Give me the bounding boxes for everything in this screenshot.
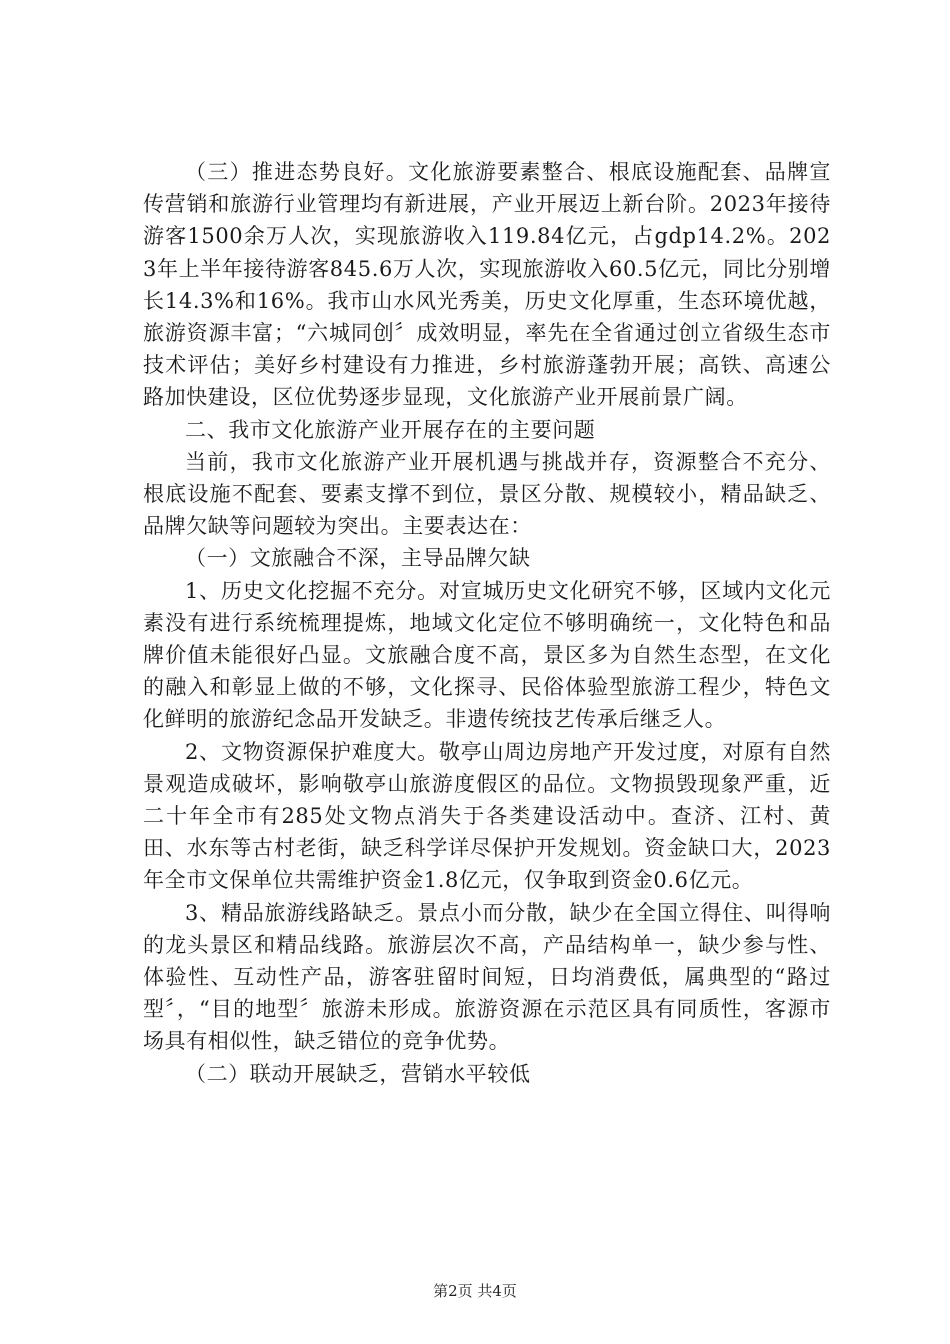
paragraph-problems-intro: 当前，我市文化旅游产业开展机遇与挑战并存，资源整合不充分、根底设施不配套、要素支撑不到位，景区分散、规模较小，精品缺乏、品牌欠缺等问题较为突出。主要表达在： bbox=[143, 449, 831, 539]
paragraph-history-culture: 1、历史文化挖掘不充分。对宣城历史文化研究不够，区域内文化元素没有进行系统梳理提炼，地域文化定位不够明确统一，文化特色和品牌价值未能很好凸显。文旅融合度不高，景区多为自然生态型，在文化的融入和彰显上做的不够，文化探寻、民俗体验型旅游工程少，特色文化鲜明的旅游纪念品开发缺乏。非遗传统技艺传承后继乏人。 bbox=[143, 578, 831, 732]
paragraph-tour-routes: 3、精品旅游线路缺乏。景点小而分散，缺少在全国立得住、叫得响的龙头景区和精品线路。旅游层次不高，产品结构单一，缺少参与性、体验性、互动性产品，游客驻留时间短，日均消费低，属典型的“路过型〞，“目的地型〞旅游未形成。旅游资源在示范区具有同质性，客源市场具有相似性，缺乏错位的竞争优势。 bbox=[143, 900, 831, 1054]
paragraph-heritage-protection: 2、文物资源保护难度大。敬亭山周边房地产开发过度，对原有自然景观造成破坏，影响敬亭山旅游度假区的品位。文物损毁现象严重，近二十年全市有285处文物点消失于各类建设活动中。查济、江村、黄田、水东等古村老街，缺乏科学详尽保护开发规划。资金缺口大，2023年全市文保单位共需维护资金1.8亿元，仅争取到资金0.6亿元。 bbox=[143, 739, 831, 893]
subheading-linkage-marketing: （二）联动开展缺乏，营销水平较低 bbox=[185, 1061, 531, 1086]
paragraph-progress-trend: （三）推进态势良好。文化旅游要素整合、根底设施配套、品牌宣传营销和旅游行业管理均有新进展，产业开展迈上新台阶。2023年接待游客1500余万人次，实现旅游收入119.84亿元，占gdp14.2%。2023年上半年接待游客845.6万人次，实现旅游收入60.5亿元，同比分别增长14.3%和16%。我市山水风光秀美，历史文化厚重，生态环境优越，旅游资源丰富；“六城同创〞成效明显，率先在全省通过创立省级生态市技术评估；美好乡村建设有力推进，乡村旅游蓬勃开展；高铁、高速公路加快建设，区位优势逐步显现，文化旅游产业开展前景广阔。 bbox=[143, 160, 831, 410]
document-body bbox=[143, 156, 831, 1090]
page-number-footer: 第2页 共4页 bbox=[433, 1282, 517, 1300]
subheading-culture-tourism-integration: （一）文旅融合不深，主导品牌欠缺 bbox=[185, 546, 531, 571]
section-heading-main-problems: 二、我市文化旅游产业开展存在的主要问题 bbox=[185, 417, 596, 442]
